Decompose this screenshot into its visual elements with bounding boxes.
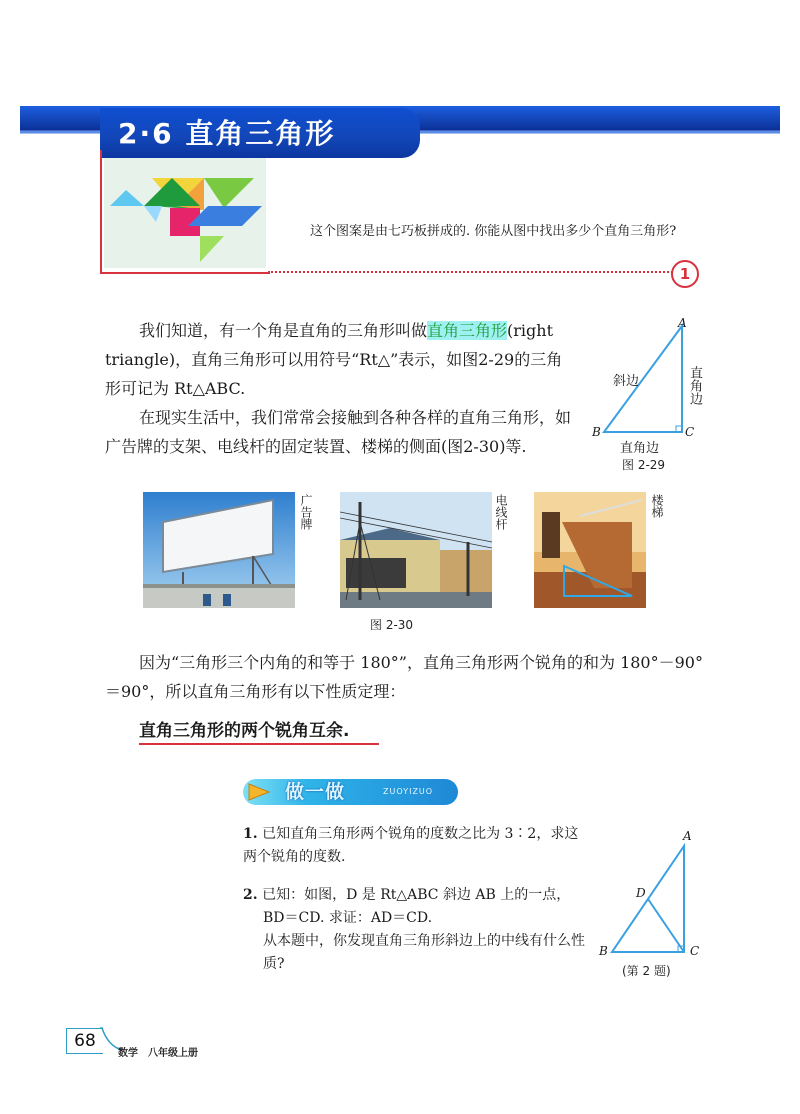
theorem-statement: 直角三角形的两个锐角互余. (139, 716, 379, 745)
photo-stairs (534, 492, 646, 608)
ex2-vertex-b: B (599, 944, 608, 958)
intro-number-badge: 1 (671, 260, 699, 288)
do-it-title: 做一做 (285, 781, 346, 803)
exercise-2-line1: 已知：如图，D 是 Rt△ABC 斜边 AB 上的一点， (262, 887, 571, 903)
fig229-caption: 图 2-29 (622, 458, 666, 472)
fig229-vertex-a: A (678, 316, 687, 330)
exercise-2-number: 2. (243, 887, 258, 903)
exercise-2-line3: 从本题中，你发现直角三角形斜边上的中线有什么性质? (263, 933, 585, 972)
ex2-vertex-a: A (683, 829, 692, 843)
ex2-caption: (第 2 题) (622, 964, 671, 978)
ex2-vertex-c: C (690, 944, 700, 958)
para1-after: (right triangle)，直角三角形可以用符号“Rt△”表示，如图2-29的三角形可记为 Rt△ABC. (105, 321, 563, 398)
exercise-2 (243, 884, 588, 976)
photo-billboard (143, 492, 295, 608)
label-stairs: 楼梯 (650, 494, 664, 518)
do-it-subtitle: ZUOYIZUO (383, 787, 434, 796)
tangram-image (104, 158, 266, 268)
exercise-1-text: 已知直角三角形两个锐角的度数之比为 3∶2，求这两个锐角的度数. (243, 826, 579, 865)
paragraph-definition (105, 316, 575, 403)
intro-question: 这个图案是由七巧板拼成的. 你能从图中找出多少个直角三角形? (310, 224, 677, 239)
fig229-vertex-c: C (685, 425, 695, 439)
fig229-leg-vertical-label: 直角边 (687, 366, 702, 405)
exercise-1-number: 1. (243, 826, 258, 842)
fig230-caption: 图 2-30 (370, 618, 414, 632)
paragraph-angle-sum: 因为“三角形三个内角的和等于 180°”，直角三角形两个锐角的和为 180°－90°＝90°，所以直角三角形有以下性质定理： (105, 653, 703, 701)
keyword-right-triangle: 直角三角形 (427, 321, 508, 340)
exercise-1 (243, 823, 588, 869)
fig229-hypotenuse-label: 斜边 (613, 374, 640, 389)
exercise-2-line2: BD＝CD. 求证：AD＝CD. (263, 910, 433, 926)
para1-before: 我们知道，有一个角是直角的三角形叫做 (139, 321, 428, 340)
label-billboard: 广告牌 (299, 494, 313, 530)
paragraph-real-life: 在现实生活中，我们常常会接触到各种各样的直角三角形，如广告牌的支架、电线杆的固定装置、楼梯的侧面(图2-30)等. (105, 408, 572, 456)
dotted-divider (268, 271, 673, 273)
fig229-leg-horizontal-label: 直角边 (620, 441, 660, 456)
footer-book-title: 数学 八年级上册 (118, 1048, 198, 1059)
photo-utility-pole (340, 492, 492, 608)
fig229-vertex-b: B (592, 425, 601, 439)
page-number: 68 (66, 1028, 103, 1054)
label-utility-pole: 电线杆 (494, 494, 508, 530)
exercise-2-figure (600, 832, 710, 962)
ex2-vertex-d: D (636, 886, 646, 900)
section-title: 2·6 直角三角形 (118, 117, 336, 150)
play-arrow-icon (247, 782, 271, 802)
